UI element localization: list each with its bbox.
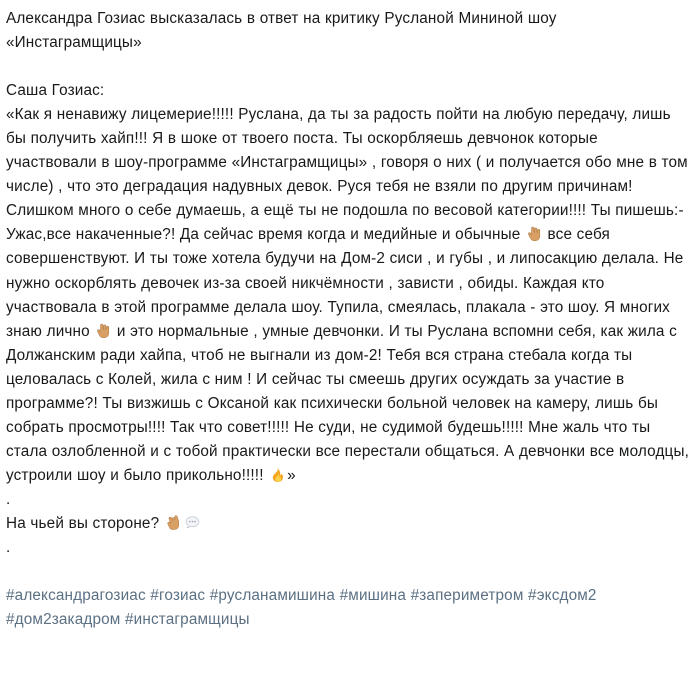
separator-dot-1: . xyxy=(6,490,11,508)
body-segment-1: «Как я ненавижу лицемерие!!!!! Руслана, да ты за радость пойти на любую передачу, лишь бы получить хайп!!! Я в шоке от твоего поста. Ты оскорбляешь девчонок которые участвовали в шоу-программе «Инстаграмщицы» , говоря о них ( и получается обо мне в том числе) , что это деградация надувных девок. Руся тебя не взяли по другим причинам! Слишком много о себе думаешь, а ещё ты не подошла по весовой категории!!!! Ты пишешь:- Ужас,все накаченные?! Да сейчас время когда и медийные и обычные xyxy=(6,106,688,244)
question-text: На чьей вы стороне? xyxy=(6,514,164,532)
question-line xyxy=(6,512,690,536)
pointing-down-hand-icon xyxy=(526,226,542,242)
tags-gap xyxy=(6,560,690,584)
pointing-down-hand-icon-2 xyxy=(95,323,111,339)
separator-dot-2: . xyxy=(6,539,11,557)
speech-balloon-icon xyxy=(184,514,201,531)
post-headline: Александра Гозиас высказалась в ответ на критику Русланой Мининой шоу «Инстаграмщицы» xyxy=(6,10,557,52)
body-segment-2: все себя совершенствуют. И ты тоже хотела будучи на Дом-2 сиси , и губы , и липосакцию делала. Не нужно оскорблять девочек из-за своей никчёмности , зависти , обиды. Каждая кто участвовала в этой программе делала шоу. Тупила, смеялась, плакала - это шоу. Я многих знаю лично xyxy=(6,226,684,340)
post-body xyxy=(6,103,690,488)
backhand-index-pointing-down-icon xyxy=(165,514,182,531)
hashtags-line-1[interactable]: #александрагозиас #гозиас #русланамишина #мишина #запериметром #эксдом2 xyxy=(6,587,597,605)
fire-icon xyxy=(269,466,286,483)
hashtags-line-2[interactable]: #дом2закадром #инстаграмщицы xyxy=(6,611,250,629)
body-segment-3: и это нормальные , умные девчонки. И ты Руслана вспомни себя, как жила с Должанским ради хайпа, чтоб не выгнали из дом-2! Тебя вся страна стебала когда ты целовалась с Колей, жила с ним ! И сейчас ты смеешь других осуждать за участие в программе?! Ты визжишь с Оксаной как психически больной человек на камеру, лишь бы собрать просмотры!!!! Так что совет!!!!! Не суди, не судимой будешь!!!!! Мне жаль что ты стала озлобленной и с тобой практически все перестали общаться. А девчонки все молодцы, устроили шоу и было прикольно!!!!! xyxy=(6,322,690,484)
speaker-label: Саша Гозиас: xyxy=(6,82,105,100)
headline-body-gap xyxy=(6,55,690,79)
body-segment-4: » xyxy=(287,466,296,484)
